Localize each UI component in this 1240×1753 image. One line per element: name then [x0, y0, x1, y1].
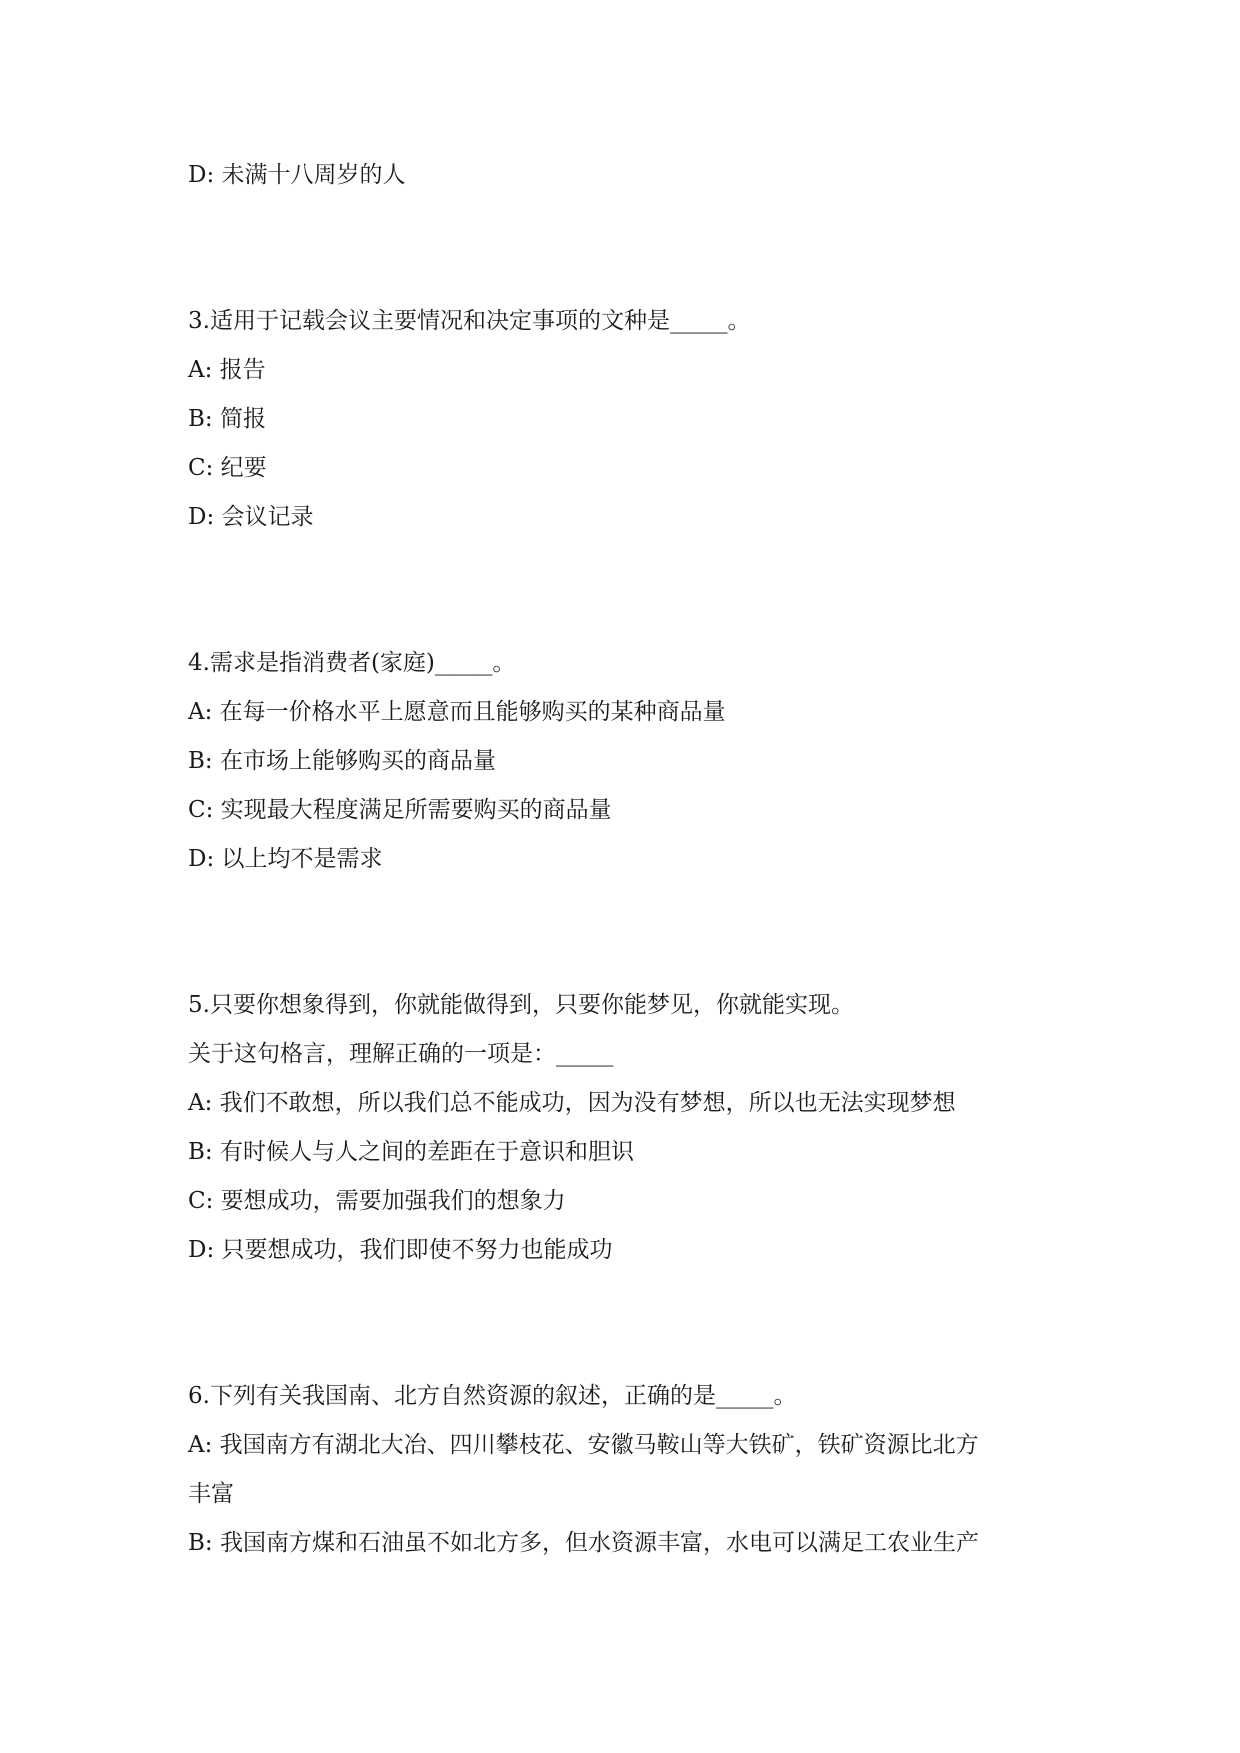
q3-option-c: C: 纪要: [188, 455, 267, 481]
q4-option-c: C: 实现最大程度满足所需要购买的商品量: [188, 797, 612, 823]
q3-stem: 3.适用于记载会议主要情况和决定事项的文种是_____。: [188, 308, 751, 334]
q5-stem: 5.只要你想象得到，你就能做得到，只要你能梦见，你就能实现。: [188, 992, 854, 1018]
q4-stem: 4.需求是指消费者(家庭)_____。: [188, 650, 516, 676]
q4-option-b: B: 在市场上能够购买的商品量: [188, 748, 496, 774]
q4-option-d: D: 以上均不是需求: [188, 846, 383, 872]
q3-option-d: D: 会议记录: [188, 504, 314, 530]
q5-stem-line2: 关于这句格言，理解正确的一项是：_____: [188, 1041, 614, 1067]
q3-option-a: A: 报告: [188, 357, 266, 383]
q5-option-d: D: 只要想成功，我们即使不努力也能成功: [188, 1237, 613, 1263]
q6-stem: 6.下列有关我国南、北方自然资源的叙述，正确的是_____。: [188, 1383, 797, 1409]
q5-option-b: B: 有时候人与人之间的差距在于意识和胆识: [188, 1139, 634, 1165]
q4-option-a: A: 在每一价格水平上愿意而且能够购买的某种商品量: [188, 699, 726, 725]
q6-option-b: B: 我国南方煤和石油虽不如北方多，但水资源丰富，水电可以满足工农业生产: [188, 1530, 979, 1556]
q2-option-d: D: 未满十八周岁的人: [188, 162, 406, 188]
q5-option-c: C: 要想成功，需要加强我们的想象力: [188, 1188, 566, 1214]
q6-option-a-line2: 丰富: [188, 1481, 234, 1507]
q3-option-b: B: 简报: [188, 406, 266, 432]
q5-option-a: A: 我们不敢想，所以我们总不能成功，因为没有梦想，所以也无法实现梦想: [188, 1090, 956, 1116]
q6-option-a-line1: A: 我国南方有湖北大冶、四川攀枝花、安徽马鞍山等大铁矿，铁矿资源比北方: [188, 1432, 979, 1458]
